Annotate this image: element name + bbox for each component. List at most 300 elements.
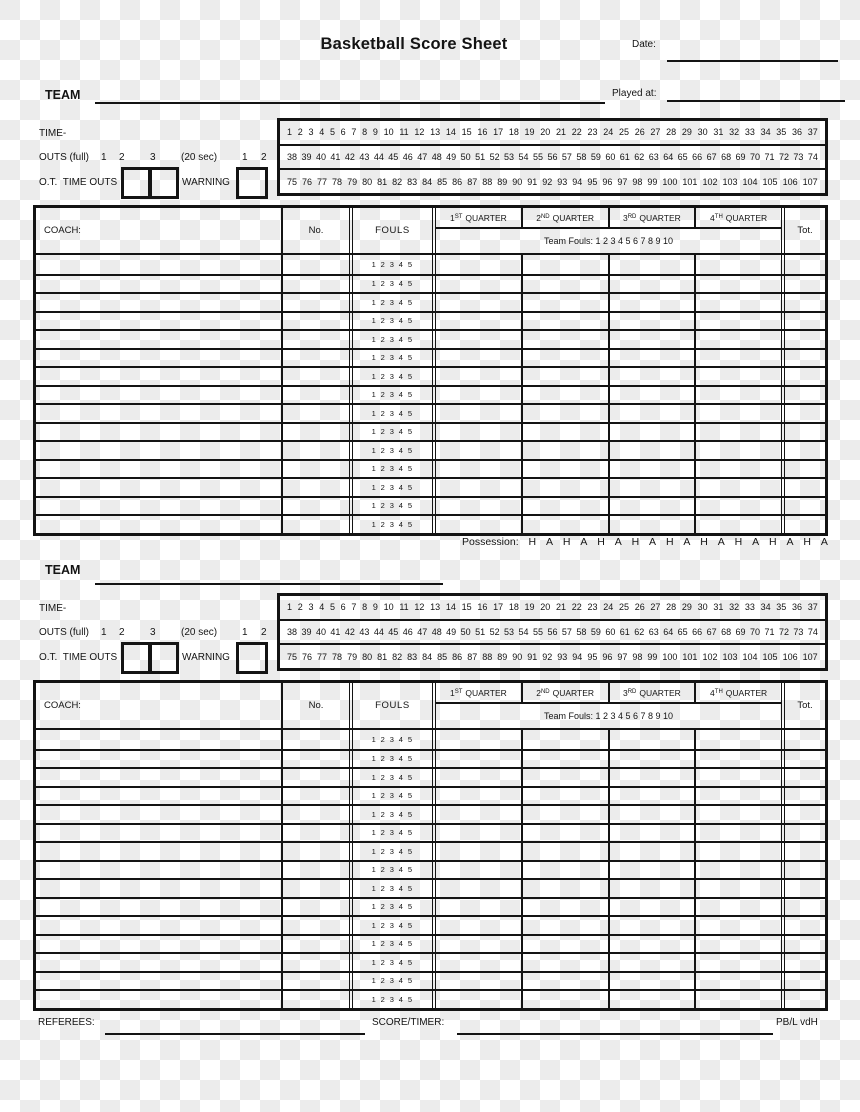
- played-at-fill-line[interactable]: [667, 88, 845, 102]
- score-cell-q1[interactable]: [436, 806, 523, 823]
- referees-fill-line[interactable]: [105, 1019, 365, 1035]
- running-score-number[interactable]: 53: [504, 627, 515, 637]
- running-score-number[interactable]: 103: [722, 176, 738, 187]
- running-score-number[interactable]: 35: [776, 127, 787, 138]
- running-score-number[interactable]: 43: [359, 627, 370, 637]
- running-score-number[interactable]: 74: [807, 152, 818, 162]
- running-score-number[interactable]: 38: [287, 152, 298, 162]
- score-cell-q3[interactable]: [610, 917, 697, 934]
- running-score-number[interactable]: 32: [729, 127, 740, 138]
- running-score-number[interactable]: 87: [467, 651, 478, 662]
- possession-letter[interactable]: H: [769, 536, 777, 548]
- score-cell-q1[interactable]: [436, 769, 523, 786]
- score-cell-q1[interactable]: [436, 788, 523, 805]
- score-cell-q1[interactable]: [436, 498, 523, 515]
- player-number-cell[interactable]: [283, 843, 349, 860]
- ot-timeout-box-2[interactable]: [149, 167, 179, 199]
- player-number-cell[interactable]: [283, 331, 349, 348]
- score-cell-q3[interactable]: [610, 788, 697, 805]
- running-score-number[interactable]: 49: [446, 627, 457, 637]
- score-cell-q2[interactable]: [523, 350, 610, 367]
- running-score-number[interactable]: 42: [344, 152, 355, 162]
- player-total-cell[interactable]: [781, 751, 825, 768]
- score-cell-q3[interactable]: [610, 880, 697, 897]
- score-cell-q1[interactable]: [436, 899, 523, 916]
- possession-letter[interactable]: H: [631, 536, 640, 548]
- possession-letter[interactable]: A: [820, 536, 828, 548]
- running-score-number[interactable]: 2: [297, 602, 303, 613]
- player-total-cell[interactable]: [781, 276, 825, 293]
- player-name-cell[interactable]: [36, 313, 283, 330]
- running-score-number[interactable]: 14: [445, 127, 456, 138]
- running-score-number[interactable]: 28: [666, 602, 677, 613]
- score-cell-q1[interactable]: [436, 954, 523, 971]
- score-cell-q3[interactable]: [610, 806, 697, 823]
- score-cell-q2[interactable]: [523, 255, 610, 274]
- running-score-number[interactable]: 89: [497, 176, 508, 187]
- score-cell-q2[interactable]: [523, 516, 610, 533]
- running-score-number[interactable]: 99: [647, 176, 658, 187]
- running-score-number[interactable]: 100: [662, 651, 678, 662]
- running-score-number[interactable]: 27: [650, 602, 661, 613]
- running-score-number[interactable]: 34: [760, 127, 771, 138]
- running-score-number[interactable]: 58: [576, 152, 587, 162]
- score-cell-q4[interactable]: [696, 862, 781, 879]
- player-fouls-cell[interactable]: 1 2 3 4 5: [349, 991, 432, 1008]
- running-score-number[interactable]: 28: [666, 127, 677, 138]
- running-score-number[interactable]: 33: [744, 127, 755, 138]
- player-total-cell[interactable]: [781, 405, 825, 422]
- score-cell-q4[interactable]: [696, 516, 781, 533]
- ot-timeout-box-1[interactable]: [121, 167, 151, 199]
- player-fouls-cell[interactable]: 1 2 3 4 5: [349, 769, 432, 786]
- running-score-number[interactable]: 71: [764, 627, 775, 637]
- running-score-number[interactable]: 97: [617, 176, 628, 187]
- score-cell-q3[interactable]: [610, 424, 697, 441]
- player-fouls-cell[interactable]: 1 2 3 4 5: [349, 516, 432, 533]
- running-score-number[interactable]: 31: [713, 602, 724, 613]
- score-cell-q2[interactable]: [523, 751, 610, 768]
- player-name-cell[interactable]: [36, 276, 283, 293]
- running-score-number[interactable]: 104: [742, 651, 758, 662]
- score-cell-q2[interactable]: [523, 294, 610, 311]
- running-score-number[interactable]: 30: [697, 127, 708, 138]
- player-name-cell[interactable]: [36, 788, 283, 805]
- running-score-number[interactable]: 45: [388, 152, 399, 162]
- player-name-cell[interactable]: [36, 806, 283, 823]
- player-name-cell[interactable]: [36, 498, 283, 515]
- player-name-cell[interactable]: [36, 769, 283, 786]
- player-fouls-cell[interactable]: 1 2 3 4 5: [349, 954, 432, 971]
- player-number-cell[interactable]: [283, 917, 349, 934]
- score-cell-q2[interactable]: [523, 730, 610, 749]
- running-score-number[interactable]: 106: [782, 651, 798, 662]
- running-score-number[interactable]: 84: [422, 176, 433, 187]
- player-number-cell[interactable]: [283, 368, 349, 385]
- running-score-number[interactable]: 52: [489, 152, 500, 162]
- running-score-number[interactable]: 78: [332, 651, 343, 662]
- running-score-number[interactable]: 86: [452, 176, 463, 187]
- running-score-number[interactable]: 7: [351, 127, 357, 138]
- running-score-number[interactable]: 70: [750, 152, 761, 162]
- running-score-number[interactable]: 7: [351, 602, 357, 613]
- score-cell-q4[interactable]: [696, 331, 781, 348]
- player-total-cell[interactable]: [781, 516, 825, 533]
- running-score-number[interactable]: 82: [392, 176, 403, 187]
- score-cell-q4[interactable]: [696, 368, 781, 385]
- player-number-cell[interactable]: [283, 255, 349, 274]
- running-score-number[interactable]: 79: [347, 176, 358, 187]
- player-number-cell[interactable]: [283, 350, 349, 367]
- player-total-cell[interactable]: [781, 991, 825, 1008]
- player-fouls-cell[interactable]: 1 2 3 4 5: [349, 424, 432, 441]
- player-name-cell[interactable]: [36, 479, 283, 496]
- running-score-number[interactable]: 74: [807, 627, 818, 637]
- possession-letter[interactable]: A: [545, 536, 553, 548]
- running-score-number[interactable]: 39: [301, 152, 312, 162]
- score-cell-q1[interactable]: [436, 313, 523, 330]
- running-score-number[interactable]: 4: [319, 127, 325, 138]
- player-fouls-cell[interactable]: 1 2 3 4 5: [349, 843, 432, 860]
- score-cell-q2[interactable]: [523, 954, 610, 971]
- score-cell-q3[interactable]: [610, 350, 697, 367]
- running-score-number[interactable]: 61: [619, 152, 630, 162]
- running-score-number[interactable]: 63: [648, 152, 659, 162]
- player-number-cell[interactable]: [283, 825, 349, 842]
- player-total-cell[interactable]: [781, 350, 825, 367]
- player-fouls-cell[interactable]: 1 2 3 4 5: [349, 479, 432, 496]
- player-name-cell[interactable]: [36, 516, 283, 533]
- score-cell-q4[interactable]: [696, 843, 781, 860]
- running-score-number[interactable]: 54: [518, 627, 529, 637]
- player-fouls-cell[interactable]: 1 2 3 4 5: [349, 368, 432, 385]
- running-score-number[interactable]: 44: [373, 152, 384, 162]
- score-cell-q2[interactable]: [523, 862, 610, 879]
- player-number-cell[interactable]: [283, 461, 349, 478]
- running-score-number[interactable]: 87: [467, 176, 478, 187]
- score-cell-q3[interactable]: [610, 899, 697, 916]
- running-score-number[interactable]: 29: [681, 602, 692, 613]
- running-score-number[interactable]: 101: [682, 176, 698, 187]
- running-score-number[interactable]: 48: [431, 152, 442, 162]
- player-fouls-cell[interactable]: 1 2 3 4 5: [349, 255, 432, 274]
- running-score-number[interactable]: 95: [587, 176, 598, 187]
- running-score-number[interactable]: 13: [430, 602, 441, 613]
- player-total-cell[interactable]: [781, 825, 825, 842]
- score-cell-q4[interactable]: [696, 461, 781, 478]
- running-score-number[interactable]: 57: [561, 152, 572, 162]
- player-fouls-cell[interactable]: 1 2 3 4 5: [349, 276, 432, 293]
- player-name-cell[interactable]: [36, 936, 283, 953]
- running-score-number[interactable]: 12: [414, 127, 425, 138]
- running-score-number[interactable]: 17: [493, 127, 504, 138]
- running-score-number[interactable]: 93: [557, 176, 568, 187]
- running-score-number[interactable]: 36: [792, 602, 803, 613]
- player-fouls-cell[interactable]: 1 2 3 4 5: [349, 730, 432, 749]
- possession-letter[interactable]: A: [752, 536, 760, 548]
- score-cell-q3[interactable]: [610, 730, 697, 749]
- running-score-number[interactable]: 14: [445, 602, 456, 613]
- player-name-cell[interactable]: [36, 255, 283, 274]
- running-score-number[interactable]: 5: [329, 127, 335, 138]
- player-total-cell[interactable]: [781, 880, 825, 897]
- score-cell-q4[interactable]: [696, 442, 781, 459]
- score-cell-q2[interactable]: [523, 825, 610, 842]
- running-score-number[interactable]: 37: [807, 602, 818, 613]
- running-score-number[interactable]: 62: [634, 627, 645, 637]
- player-fouls-cell[interactable]: 1 2 3 4 5: [349, 442, 432, 459]
- running-score-number[interactable]: 47: [417, 627, 428, 637]
- running-score-number[interactable]: 54: [518, 152, 529, 162]
- running-score-number[interactable]: 11: [399, 602, 409, 613]
- running-score-number[interactable]: 77: [317, 176, 328, 187]
- running-score-number[interactable]: 88: [482, 651, 493, 662]
- player-name-cell[interactable]: [36, 954, 283, 971]
- coach-cell[interactable]: COACH:: [36, 208, 283, 253]
- running-score-number[interactable]: 10: [383, 602, 394, 613]
- running-score-number[interactable]: 98: [632, 651, 643, 662]
- player-fouls-cell[interactable]: 1 2 3 4 5: [349, 350, 432, 367]
- player-fouls-cell[interactable]: 1 2 3 4 5: [349, 973, 432, 990]
- score-cell-q3[interactable]: [610, 331, 697, 348]
- score-cell-q4[interactable]: [696, 788, 781, 805]
- score-cell-q2[interactable]: [523, 313, 610, 330]
- score-cell-q3[interactable]: [610, 313, 697, 330]
- score-cell-q4[interactable]: [696, 825, 781, 842]
- score-cell-q2[interactable]: [523, 461, 610, 478]
- score-cell-q3[interactable]: [610, 751, 697, 768]
- running-score-number[interactable]: 103: [722, 651, 738, 662]
- warning-box[interactable]: [236, 167, 268, 199]
- running-score-number[interactable]: 64: [663, 152, 674, 162]
- running-score-number[interactable]: 66: [692, 152, 703, 162]
- running-score-number[interactable]: 69: [735, 627, 746, 637]
- running-score-number[interactable]: 26: [634, 602, 645, 613]
- running-score-number[interactable]: 81: [377, 651, 388, 662]
- possession-letter[interactable]: A: [683, 536, 691, 548]
- running-score-number[interactable]: 102: [702, 176, 718, 187]
- running-score-number[interactable]: 1: [287, 602, 293, 613]
- running-score-number[interactable]: 68: [721, 152, 732, 162]
- running-score-number[interactable]: 95: [587, 651, 598, 662]
- running-score-number[interactable]: 59: [590, 627, 601, 637]
- player-total-cell[interactable]: [781, 806, 825, 823]
- running-score-number[interactable]: 41: [330, 627, 341, 637]
- score-cell-q1[interactable]: [436, 276, 523, 293]
- player-fouls-cell[interactable]: 1 2 3 4 5: [349, 880, 432, 897]
- score-cell-q3[interactable]: [610, 825, 697, 842]
- running-score-number[interactable]: 91: [527, 176, 538, 187]
- player-total-cell[interactable]: [781, 730, 825, 749]
- player-name-cell[interactable]: [36, 424, 283, 441]
- running-score-number[interactable]: 77: [317, 651, 328, 662]
- running-score-number[interactable]: 17: [493, 602, 504, 613]
- running-score-number[interactable]: 99: [647, 651, 658, 662]
- running-score-number[interactable]: 73: [793, 627, 804, 637]
- score-cell-q1[interactable]: [436, 442, 523, 459]
- score-cell-q2[interactable]: [523, 917, 610, 934]
- player-total-cell[interactable]: [781, 973, 825, 990]
- running-score-number[interactable]: 89: [497, 651, 508, 662]
- running-score-number[interactable]: 56: [547, 152, 558, 162]
- score-cell-q2[interactable]: [523, 331, 610, 348]
- score-cell-q1[interactable]: [436, 917, 523, 934]
- running-score-number[interactable]: 24: [603, 127, 614, 138]
- running-score-number[interactable]: 26: [634, 127, 645, 138]
- player-fouls-cell[interactable]: 1 2 3 4 5: [349, 313, 432, 330]
- score-cell-q2[interactable]: [523, 769, 610, 786]
- player-fouls-cell[interactable]: 1 2 3 4 5: [349, 461, 432, 478]
- player-number-cell[interactable]: [283, 862, 349, 879]
- player-total-cell[interactable]: [781, 769, 825, 786]
- running-score-number[interactable]: 90: [512, 176, 523, 187]
- running-score-number[interactable]: 83: [407, 176, 418, 187]
- running-score-number[interactable]: 104: [742, 176, 758, 187]
- running-score-number[interactable]: 106: [782, 176, 798, 187]
- player-number-cell[interactable]: [283, 769, 349, 786]
- player-number-cell[interactable]: [283, 276, 349, 293]
- player-number-cell[interactable]: [283, 936, 349, 953]
- score-cell-q2[interactable]: [523, 387, 610, 404]
- running-score-number[interactable]: 79: [347, 651, 358, 662]
- score-cell-q2[interactable]: [523, 899, 610, 916]
- possession-letter[interactable]: A: [717, 536, 725, 548]
- running-score-number[interactable]: 6: [340, 602, 346, 613]
- score-cell-q2[interactable]: [523, 368, 610, 385]
- player-total-cell[interactable]: [781, 862, 825, 879]
- score-cell-q1[interactable]: [436, 479, 523, 496]
- running-score-number[interactable]: 59: [590, 152, 601, 162]
- team-name-fill-line[interactable]: [95, 563, 443, 585]
- running-score-number[interactable]: 97: [617, 651, 628, 662]
- score-cell-q3[interactable]: [610, 991, 697, 1008]
- running-score-number[interactable]: 84: [422, 651, 433, 662]
- player-name-cell[interactable]: [36, 405, 283, 422]
- running-score-number[interactable]: 60: [605, 627, 616, 637]
- running-score-number[interactable]: 96: [602, 176, 613, 187]
- running-score-number[interactable]: 80: [362, 651, 373, 662]
- score-cell-q1[interactable]: [436, 730, 523, 749]
- score-cell-q2[interactable]: [523, 424, 610, 441]
- running-score-number[interactable]: 102: [702, 651, 718, 662]
- ot-timeout-box-2[interactable]: [149, 642, 179, 674]
- running-score-number[interactable]: 16: [477, 127, 488, 138]
- running-score-number[interactable]: 23: [587, 127, 598, 138]
- player-total-cell[interactable]: [781, 424, 825, 441]
- running-score-number[interactable]: 35: [776, 602, 787, 613]
- running-score-number[interactable]: 18: [508, 602, 519, 613]
- running-score-number[interactable]: 60: [605, 152, 616, 162]
- running-score-number[interactable]: 88: [482, 176, 493, 187]
- score-cell-q4[interactable]: [696, 880, 781, 897]
- running-score-number[interactable]: 19: [524, 127, 535, 138]
- running-score-number[interactable]: 86: [452, 651, 463, 662]
- player-name-cell[interactable]: [36, 862, 283, 879]
- running-score-number[interactable]: 105: [762, 651, 778, 662]
- possession-letter[interactable]: A: [786, 536, 794, 548]
- score-cell-q1[interactable]: [436, 862, 523, 879]
- score-cell-q4[interactable]: [696, 405, 781, 422]
- player-fouls-cell[interactable]: 1 2 3 4 5: [349, 825, 432, 842]
- running-score-number[interactable]: 93: [557, 651, 568, 662]
- player-total-cell[interactable]: [781, 899, 825, 916]
- running-score-number[interactable]: 31: [713, 127, 724, 138]
- score-cell-q3[interactable]: [610, 954, 697, 971]
- player-name-cell[interactable]: [36, 899, 283, 916]
- running-score-number[interactable]: 62: [634, 152, 645, 162]
- score-cell-q3[interactable]: [610, 255, 697, 274]
- running-score-number[interactable]: 69: [735, 152, 746, 162]
- running-score-number[interactable]: 61: [619, 627, 630, 637]
- player-total-cell[interactable]: [781, 788, 825, 805]
- player-name-cell[interactable]: [36, 973, 283, 990]
- score-cell-q3[interactable]: [610, 936, 697, 953]
- running-score-number[interactable]: 11: [399, 127, 409, 138]
- running-score-number[interactable]: 12: [414, 602, 425, 613]
- score-cell-q4[interactable]: [696, 899, 781, 916]
- score-cell-q1[interactable]: [436, 387, 523, 404]
- running-score-number[interactable]: 3: [308, 127, 314, 138]
- score-cell-q4[interactable]: [696, 751, 781, 768]
- running-score-number[interactable]: 65: [677, 152, 688, 162]
- running-score-number[interactable]: 49: [446, 152, 457, 162]
- score-timer-fill-line[interactable]: [457, 1019, 773, 1035]
- score-cell-q4[interactable]: [696, 350, 781, 367]
- ot-timeout-box-1[interactable]: [121, 642, 151, 674]
- team-name-fill-line[interactable]: [95, 88, 605, 104]
- running-score-number[interactable]: 41: [330, 152, 341, 162]
- running-score-number[interactable]: 30: [697, 602, 708, 613]
- player-total-cell[interactable]: [781, 368, 825, 385]
- running-score-number[interactable]: 6: [340, 127, 346, 138]
- score-cell-q2[interactable]: [523, 788, 610, 805]
- score-cell-q4[interactable]: [696, 276, 781, 293]
- score-cell-q1[interactable]: [436, 936, 523, 953]
- running-score-number[interactable]: 64: [663, 627, 674, 637]
- running-score-number[interactable]: 4: [319, 602, 325, 613]
- score-cell-q4[interactable]: [696, 479, 781, 496]
- running-score-number[interactable]: 73: [793, 152, 804, 162]
- running-score-number[interactable]: 1: [287, 127, 293, 138]
- score-cell-q1[interactable]: [436, 368, 523, 385]
- running-score-number[interactable]: 45: [388, 627, 399, 637]
- player-number-cell[interactable]: [283, 954, 349, 971]
- running-score-number[interactable]: 56: [547, 627, 558, 637]
- running-score-number[interactable]: 21: [556, 127, 567, 138]
- running-score-number[interactable]: 76: [302, 176, 313, 187]
- running-score-number[interactable]: 23: [587, 602, 598, 613]
- player-number-cell[interactable]: [283, 479, 349, 496]
- player-number-cell[interactable]: [283, 899, 349, 916]
- score-cell-q3[interactable]: [610, 461, 697, 478]
- score-cell-q4[interactable]: [696, 387, 781, 404]
- score-cell-q1[interactable]: [436, 751, 523, 768]
- running-score-number[interactable]: 58: [576, 627, 587, 637]
- possession-letter[interactable]: H: [528, 536, 537, 548]
- running-score-number[interactable]: 3: [308, 602, 314, 613]
- possession-letter[interactable]: A: [580, 536, 588, 548]
- running-score-number[interactable]: 34: [760, 602, 771, 613]
- score-cell-q4[interactable]: [696, 498, 781, 515]
- score-cell-q3[interactable]: [610, 294, 697, 311]
- score-cell-q4[interactable]: [696, 730, 781, 749]
- running-score-number[interactable]: 82: [392, 651, 403, 662]
- score-cell-q1[interactable]: [436, 405, 523, 422]
- running-score-number[interactable]: 92: [542, 176, 553, 187]
- running-score-number[interactable]: 81: [377, 176, 388, 187]
- running-score-number[interactable]: 55: [532, 152, 543, 162]
- score-cell-q4[interactable]: [696, 294, 781, 311]
